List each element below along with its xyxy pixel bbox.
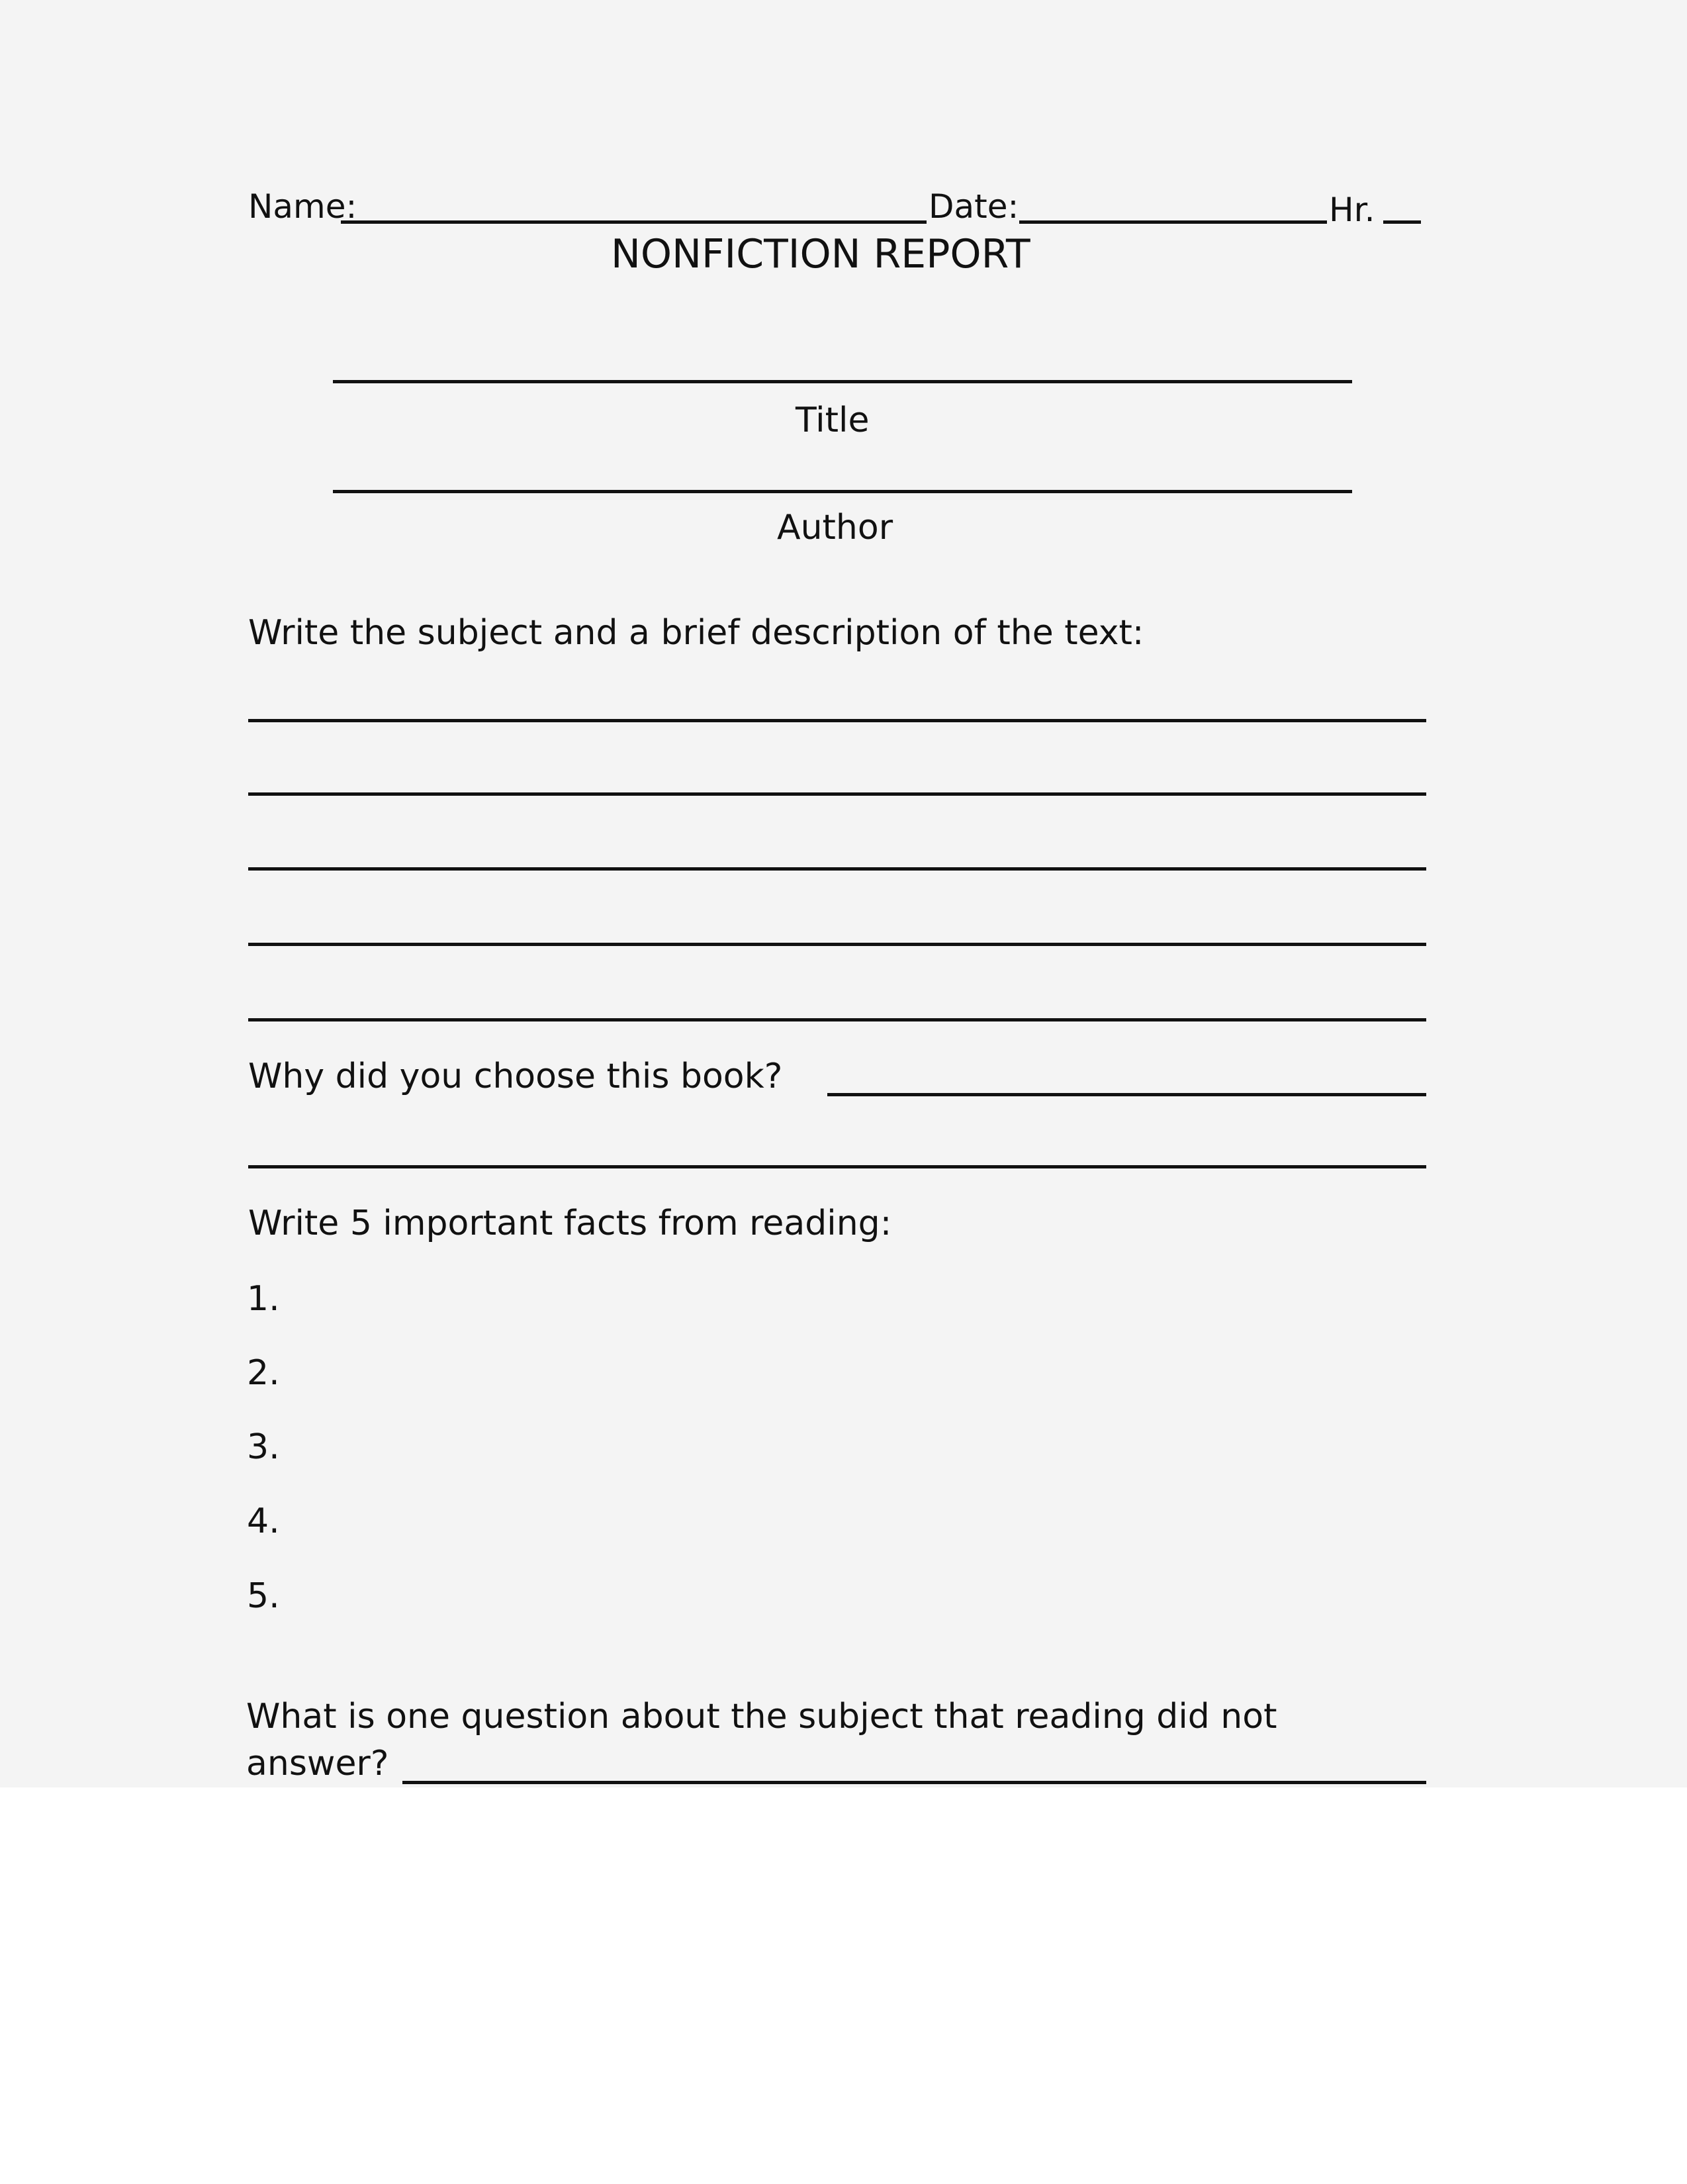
hour-label: Hr. (1329, 191, 1375, 229)
description-line[interactable] (248, 867, 1426, 871)
choose-prompt: Why did you choose this book? (248, 1057, 783, 1096)
description-line[interactable] (248, 792, 1426, 796)
form-title: NONFICTION REPORT (611, 231, 1030, 277)
fact-number: 1. (247, 1279, 280, 1319)
description-prompt: Write the subject and a brief description of the text: (248, 613, 1144, 653)
fact-number: 4. (247, 1501, 280, 1541)
fact-number: 2. (247, 1353, 280, 1393)
author-line[interactable] (333, 490, 1352, 493)
name-line[interactable] (341, 220, 927, 224)
date-label: Date: (929, 187, 1019, 226)
fact-number: 5. (247, 1576, 280, 1616)
name-label: Name: (248, 187, 357, 226)
date-line[interactable] (1019, 220, 1327, 224)
description-line[interactable] (248, 1018, 1426, 1021)
facts-prompt: Write 5 important facts from reading: (248, 1204, 892, 1243)
question-prompt: What is one question about the subject that reading did not (246, 1697, 1277, 1736)
question-prompt-continued: answer? (246, 1744, 389, 1783)
title-caption: Title (796, 401, 870, 440)
choose-answer-line[interactable] (827, 1093, 1426, 1096)
hour-line[interactable] (1383, 220, 1421, 224)
choose-answer-line[interactable] (248, 1165, 1426, 1168)
description-line[interactable] (248, 719, 1426, 722)
book-title-line[interactable] (333, 380, 1352, 383)
description-line[interactable] (248, 943, 1426, 946)
author-caption: Author (777, 508, 893, 547)
question-answer-line[interactable] (402, 1781, 1426, 1784)
fact-number: 3. (247, 1427, 280, 1467)
